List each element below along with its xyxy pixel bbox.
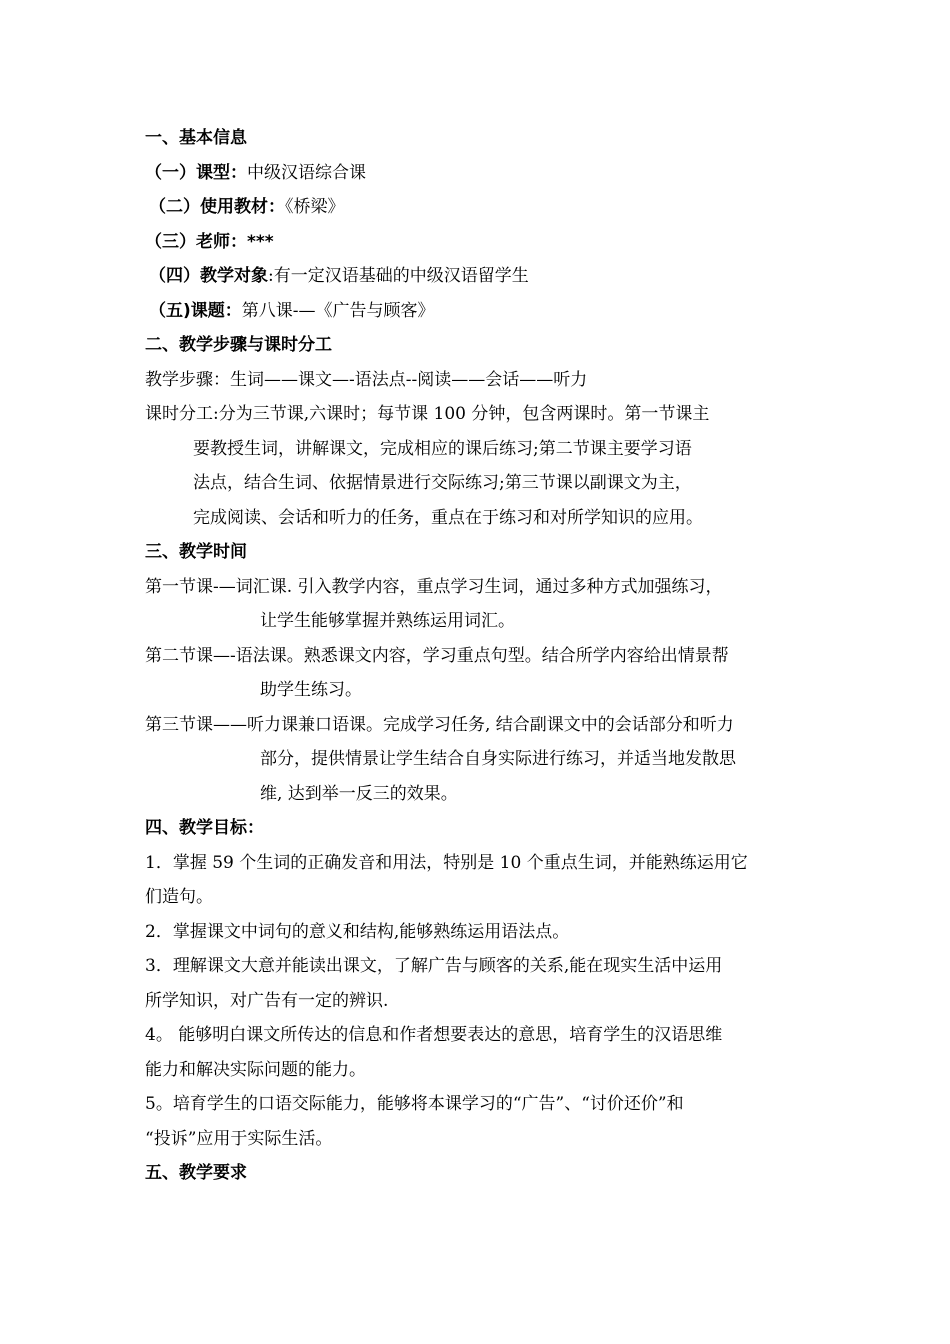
info-teacher: [145, 225, 810, 260]
goal-3-line: 3．理解课文大意并能读出课文，了解广告与顾客的关系,能在现实生活中运用: [145, 956, 723, 976]
division-line: 要教授生词，讲解课文，完成相应的课后练习;第二节课主要学习语: [193, 438, 692, 459]
section-heading-steps: 二、教学步骤与课时分工: [145, 335, 332, 355]
goal-3-continuation: 所学知识，对广告有一定的辨识.: [145, 990, 389, 1011]
info-target-students: [149, 259, 810, 294]
section-heading-schedule: 三、教学时间: [145, 542, 247, 562]
info-label: （四）教学对象: [149, 266, 268, 286]
goal-4-continuation: 能力和解决实际问题的能力。: [145, 1059, 366, 1080]
info-label: （五)课题：: [149, 300, 242, 321]
goal-5-line: 5。培育学生的口语交际能力，能够将本课学习的“广告”、“讨价还价”和: [145, 1094, 684, 1114]
info-textbook: [149, 190, 810, 225]
info-label: （一）课型：: [145, 162, 247, 183]
info-course-type: [145, 156, 810, 191]
goal-4-line: 4。 能够明白课文所传达的信息和作者想要表达的意思，培育学生的汉语思维: [145, 1025, 723, 1045]
lesson-2-line: 第二节课—-语法课。熟悉课文内容，学习重点句型。结合所学内容给出情景帮: [145, 645, 729, 666]
lesson-1-line: 第一节课-—词汇课. 引入教学内容，重点学习生词，通过多种方式加强练习，: [145, 576, 723, 597]
section-heading-goals: 四、教学目标：: [145, 818, 264, 838]
section-heading-basic-info: 一、基本信息: [145, 128, 247, 148]
goal-1-line: 1．掌握 59 个生词的正确发音和用法，特别是 10 个重点生词，并能熟练运用它: [145, 852, 748, 873]
steps-line: 教学步骤：生词——课文—-语法点--阅读——会话——听力: [145, 369, 588, 390]
info-value: ***: [247, 231, 274, 252]
info-value: 《桥梁》: [285, 197, 345, 217]
info-label: （三）老师：: [145, 231, 247, 252]
goal-1-continuation: 们造句。: [145, 887, 213, 907]
info-label: （二）使用教材：: [149, 197, 285, 217]
info-value: 第八课-—《广告与顾客》: [241, 300, 435, 321]
info-value: 中级汉语综合课: [247, 162, 366, 183]
lesson-1-continuation: 让学生能够掌握并熟练运用词汇。: [260, 611, 515, 631]
division-line: 完成阅读、会话和听力的任务，重点在于练习和对所学知识的应用。: [193, 507, 703, 528]
goal-2-line: 2．掌握课文中词句的意义和结构,能够熟练运用语法点。: [145, 921, 570, 942]
lesson-3-line: 第三节课——听力课兼口语课。完成学习任务, 结合副课文中的会话部分和听力: [145, 714, 734, 735]
section-heading-requirements: 五、教学要求: [145, 1163, 247, 1183]
goal-5-continuation: “投诉”应用于实际生活。: [145, 1128, 333, 1149]
division-line: 课时分工:分为三节课,六课时；每节课 100 分钟，包含两课时。第一节课主: [145, 404, 710, 424]
lesson-2-continuation: 助学生练习。: [260, 680, 362, 700]
division-line: 法点，结合生词、依据情景进行交际练习;第三节课以副课文为主，: [193, 473, 692, 493]
lesson-3-continuation: 部分，提供情景让学生结合自身实际进行练习，并适当地发散思: [260, 749, 736, 769]
info-value: :有一定汉语基础的中级汉语留学生: [268, 266, 529, 286]
lesson-3-continuation: 维, 达到举一反三的效果。: [260, 783, 458, 804]
info-lesson-topic: [149, 294, 810, 329]
document-page: [145, 121, 810, 1191]
